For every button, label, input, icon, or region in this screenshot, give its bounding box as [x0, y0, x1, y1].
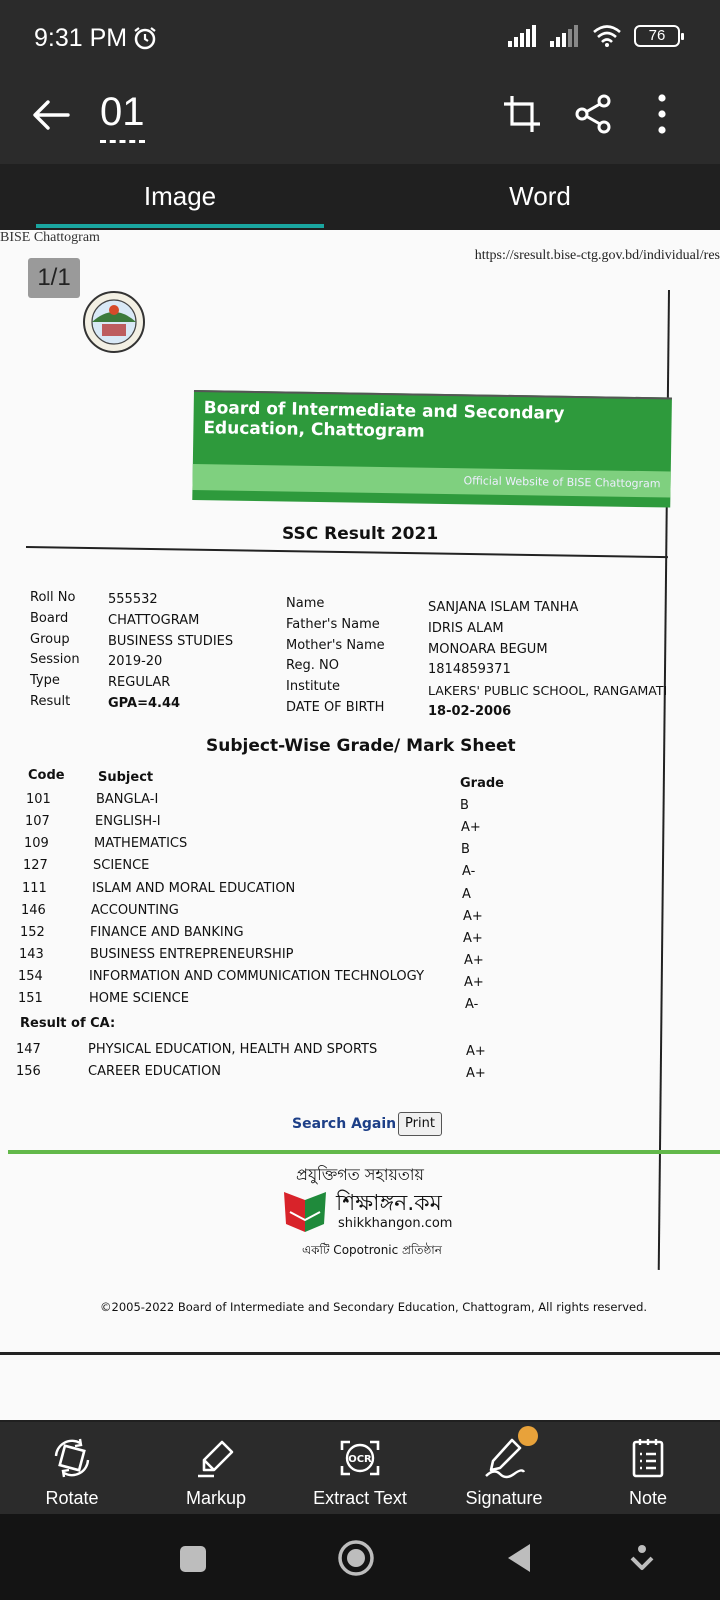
subject-grade: A+: [464, 953, 484, 968]
label-roll-no: Roll No: [30, 590, 76, 605]
ca-subject-code: 156: [16, 1064, 41, 1079]
status-time: 9:31 PM: [34, 24, 128, 52]
info-right-labels: [286, 594, 385, 719]
subject-code: 127: [23, 858, 48, 873]
document-title[interactable]: 01: [100, 88, 145, 143]
brand-name-english: shikkhangon.com: [338, 1216, 453, 1231]
rotate-icon: [50, 1436, 94, 1480]
premium-crown-icon: [518, 1426, 538, 1446]
label-session: Session: [30, 652, 80, 668]
subject-grade: A+: [461, 820, 481, 835]
more-vert-icon[interactable]: [640, 92, 684, 136]
column-header-code: Code: [28, 768, 65, 783]
shikkhangon-logo: [282, 1190, 328, 1234]
value-name: SANJANA ISLAM TANHA: [428, 600, 579, 615]
banner-subtitle: Official Website of BISE Chattogram: [192, 464, 670, 498]
subject-grade: A+: [464, 975, 484, 990]
page-bottom-edge: [0, 1352, 720, 1355]
recents-icon[interactable]: [178, 1544, 208, 1574]
rotate-button[interactable]: [0, 1422, 144, 1514]
back-arrow-icon[interactable]: [28, 92, 74, 138]
label-reg-no: Reg. NO: [286, 658, 339, 674]
label-institute: Institute: [286, 679, 340, 695]
subject-grade: A-: [465, 997, 479, 1012]
subject-code: 154: [18, 969, 43, 984]
subject-subject: ENGLISH-I: [95, 814, 161, 829]
ca-subject-subject: CAREER EDUCATION: [88, 1064, 222, 1079]
subject-grade: A+: [463, 909, 483, 924]
svg-text:OCR: OCR: [348, 1454, 372, 1465]
extract-text-button[interactable]: [288, 1422, 432, 1514]
subject-subject: ISLAM AND MORAL EDUCATION: [92, 881, 296, 896]
value-type: REGULAR: [108, 675, 171, 691]
mark-sheet-title: Subject-Wise Grade/ Mark Sheet: [206, 736, 516, 756]
subject-subject: FINANCE AND BANKING: [90, 925, 244, 940]
subject-code: 151: [18, 991, 43, 1006]
document-preview[interactable]: [0, 230, 720, 1420]
wifi-icon: [592, 24, 622, 48]
ca-subject-grade: A+: [466, 1066, 486, 1081]
subject-subject: INFORMATION AND COMMUNICATION TECHNOLOGY: [89, 969, 425, 984]
value-result: GPA=4.44: [108, 695, 181, 711]
label-group: Group: [30, 631, 70, 647]
label-date-of-birth: DATE OF BIRTH: [286, 699, 385, 715]
subject-grade: A+: [463, 931, 483, 946]
tech-support-text: প্রযুক্তিগত সহায়তায়: [296, 1165, 424, 1184]
subject-subject: ACCOUNTING: [91, 903, 179, 918]
subject-grade: A: [462, 887, 471, 902]
status-bar: [0, 0, 720, 78]
board-banner: [192, 390, 672, 507]
copyright-text: ©2005-2022 Board of Intermediate and Secondary Education, Chattogram, All rights reserved.: [100, 1300, 648, 1314]
info-right-values: [428, 598, 667, 723]
result-title: SSC Result 2021: [282, 524, 439, 544]
subject-code: 143: [19, 947, 44, 962]
signal-icon: [508, 25, 538, 47]
subject-code: 109: [24, 836, 49, 851]
rotate-label: Rotate: [45, 1488, 99, 1508]
ca-subject-grade: A+: [466, 1044, 486, 1059]
footer-divider: [8, 1150, 720, 1154]
value-roll-no: 555532: [108, 592, 158, 607]
crop-icon[interactable]: [500, 92, 544, 136]
note-button[interactable]: [576, 1422, 720, 1514]
value-date-of-birth: 18-02-2006: [428, 703, 512, 719]
app-bar: [0, 78, 720, 164]
page-indicator: 1/1: [28, 258, 80, 298]
document-header-url: https://sresult.bise-ctg.gov.bd/individual/res: [474, 248, 720, 263]
subject-subject: BUSINESS ENTREPRENEURSHIP: [90, 947, 294, 962]
subject-code: 146: [21, 903, 46, 918]
column-header-grade: Grade: [460, 776, 504, 791]
subject-grade: B: [461, 842, 470, 857]
column-header-subject: Subject: [98, 770, 154, 785]
value-board: CHATTOGRAM: [108, 612, 200, 628]
subject-code: 152: [20, 925, 45, 940]
subject-subject: MATHEMATICS: [94, 836, 188, 851]
subject-grade: B: [460, 798, 469, 813]
label-name: Name: [286, 596, 325, 611]
alarm-icon: [132, 25, 158, 51]
subject-grade: A-: [462, 864, 476, 879]
view-tabs: [0, 164, 720, 230]
info-left-values: [108, 590, 233, 715]
signature-icon: [482, 1436, 526, 1480]
ca-subject-code: 147: [16, 1042, 41, 1057]
search-again-link[interactable]: Search Again: [292, 1116, 397, 1132]
tab-image[interactable]: Image: [0, 164, 360, 230]
label-result: Result: [30, 693, 71, 709]
subject-subject: HOME SCIENCE: [89, 991, 189, 1006]
markup-icon: [194, 1436, 238, 1480]
note-icon: [626, 1436, 670, 1480]
info-left-labels: [30, 588, 80, 713]
print-button[interactable]: Print: [398, 1112, 442, 1136]
divider: [26, 546, 668, 558]
markup-button[interactable]: [144, 1422, 288, 1514]
value-institute: LAKERS' PUBLIC SCHOOL, RANGAMATI: [428, 683, 668, 699]
subject-subject: BANGLA-I: [96, 792, 159, 807]
copotronic-text: একটি Copotronic প্রতিষ্ঠান: [302, 1243, 442, 1257]
home-icon[interactable]: [336, 1538, 376, 1578]
extract-text-label: Extract Text: [313, 1488, 407, 1508]
subject-subject: SCIENCE: [93, 858, 150, 873]
accessibility-icon[interactable]: [630, 1544, 654, 1572]
subject-code: 107: [25, 814, 50, 829]
value-mothers-name: MONOARA BEGUM: [428, 641, 548, 657]
board-seal-logo: [76, 288, 152, 358]
label-type: Type: [30, 673, 60, 689]
note-label: Note: [628, 1488, 668, 1508]
brand-name-bangla: শিক্ষাঙ্গন.কম: [336, 1191, 442, 1216]
signature-label: Signature: [465, 1488, 543, 1508]
label-board: Board: [30, 610, 69, 626]
markup-label: Markup: [185, 1488, 247, 1508]
ca-subject-subject: PHYSICAL EDUCATION, HEALTH AND SPORTS: [88, 1042, 378, 1057]
banner-title: Board of Intermediate and Secondary Education, Chattogram: [203, 398, 565, 442]
value-group: BUSINESS STUDIES: [108, 633, 234, 649]
label-fathers-name: Father's Name: [286, 616, 380, 632]
label-mothers-name: Mother's Name: [286, 637, 385, 653]
document-header-left: BISE Chattogram: [0, 230, 100, 245]
back-icon[interactable]: [504, 1542, 534, 1574]
system-nav-bar: [0, 1514, 720, 1600]
bottom-toolbar: [0, 1422, 720, 1514]
subject-code: 101: [26, 792, 51, 807]
signature-button[interactable]: [432, 1422, 576, 1514]
ocr-icon: [338, 1436, 382, 1480]
battery-icon: 76: [634, 25, 680, 47]
subject-code: 111: [22, 881, 47, 896]
signal-icon: [550, 25, 580, 47]
tab-word[interactable]: Word: [509, 181, 571, 211]
value-fathers-name: IDRIS ALAM: [428, 620, 504, 636]
value-session: 2019-20: [108, 654, 163, 670]
ca-result-title: Result of CA:: [20, 1016, 116, 1031]
share-icon[interactable]: [572, 92, 616, 136]
value-reg-no: 1814859371: [428, 662, 511, 678]
